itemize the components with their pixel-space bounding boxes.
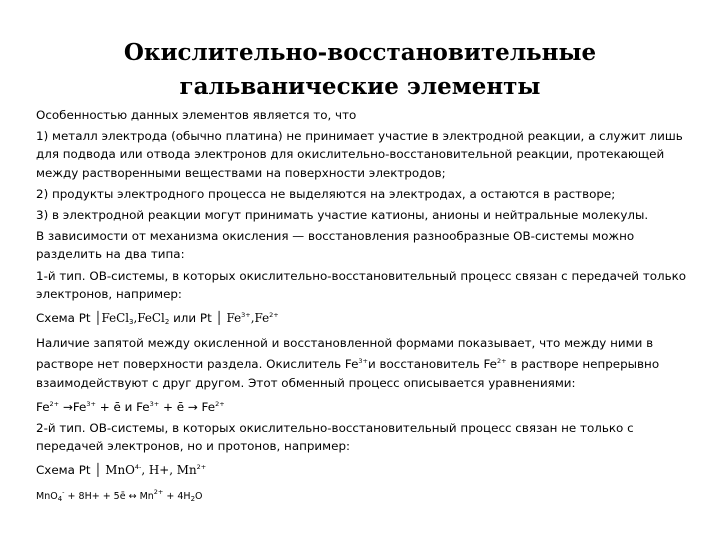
scheme-2-rest: , H+, Mn xyxy=(141,463,197,478)
slide-body xyxy=(36,106,700,508)
explanation-sup-2: 2+ xyxy=(497,357,507,366)
scheme-1-fecl2: ,FeCl xyxy=(133,311,165,326)
scheme-1-fecl2-sub: 2 xyxy=(164,318,170,327)
scheme-2-separator: │ xyxy=(94,463,102,478)
explanation-part-2: и восстановитель Fe xyxy=(368,357,497,372)
explanation-part-3: в растворе непрерывно взаимодействуют с друг другом. Этот обменный процесс описывается уравнениями: xyxy=(36,357,660,390)
scheme-2-mno4-sup: 4- xyxy=(134,463,142,472)
classification-paragraph: В зависимости от механизма окисления — восстановления разнообразные ОВ-системы можно разделить на два типа: xyxy=(36,229,635,262)
explanation-sup-1: 3+ xyxy=(358,357,368,366)
eq1-sup-3: 3+ xyxy=(149,399,160,408)
eq2-sub-1: 4 xyxy=(57,494,63,503)
eq1-term-2: →Fe xyxy=(59,399,87,414)
eq2-term-4: O xyxy=(195,490,203,502)
eq2-term-2: + 8H+ + 5ē ↔ Mn xyxy=(64,490,154,502)
point-1: 1) металл электрода (обычно платина) не принимает участие в электродной реакции, а служит лишь для подвода или отвода электронов для окислительно-восстановительной реакции, протекающей между растворенными веществами на поверхности электродов; xyxy=(36,129,683,180)
explanation-part-1: Наличие запятой между окисленной и восстановленной формами показывает, что между ними в растворе нет поверхности раздела. Окислитель Fe xyxy=(36,336,654,372)
scheme-1-prefix: Схема Pt xyxy=(36,311,91,326)
eq1-sup-2: 3+ xyxy=(86,399,96,408)
point-3: 3) в электродной реакции могут принимать участие катионы, анионы и нейтральные молекулы. xyxy=(36,208,649,223)
scheme-1-separator: │ xyxy=(94,311,102,326)
title-line-1: Окислительно-восстановительные xyxy=(123,39,597,66)
eq2-sup-2: 2+ xyxy=(153,487,164,496)
equation-1 xyxy=(36,395,700,416)
scheme-1-fe3-sup: 3+ xyxy=(241,311,251,320)
equation-2 xyxy=(36,483,700,508)
eq1-term-1: Fe xyxy=(36,399,50,414)
eq2-sup-1: - xyxy=(62,487,65,496)
scheme-1-fe2: ,Fe xyxy=(250,311,270,326)
type-2-paragraph: 2-й тип. ОВ-системы, в которых окислительно-восстановительный процесс связан не только с передачей электронов, но и протонов, например: xyxy=(36,421,634,454)
scheme-1-fe3: Fe xyxy=(226,311,242,326)
intro-paragraph: Особенностью данных элементов является то, что xyxy=(36,108,357,122)
scheme-1-fecl3-sub: 3 xyxy=(129,318,134,327)
title-line-2: гальванические элементы xyxy=(179,73,541,100)
eq1-sup-1: 2+ xyxy=(49,399,60,408)
eq2-term-3: + 4H xyxy=(163,490,191,502)
scheme-1-or: или Pt xyxy=(169,311,212,326)
scheme-1-fe2-sup: 2+ xyxy=(269,311,279,320)
scheme-1 xyxy=(36,306,700,331)
eq2-sub-2: 2 xyxy=(190,494,196,503)
scheme-2-mn-sup: 2+ xyxy=(196,463,207,472)
eq2-term-1: MnO xyxy=(36,490,58,502)
point-2: 2) продукты электродного процесса не выделяются на электродах, а остаются в растворе; xyxy=(36,186,616,201)
eq1-term-3: + ē и Fe xyxy=(95,399,150,414)
scheme-1-separator-2: │ xyxy=(215,311,223,326)
eq1-sup-4: 2+ xyxy=(215,399,225,408)
scheme-1-fecl3: FeCl xyxy=(101,311,130,326)
eq1-term-4: + ē → Fe xyxy=(159,399,216,414)
slide-title xyxy=(40,36,680,104)
type-1-paragraph: 1-й тип. ОВ-системы, в которых окислительно-восстановительный процесс связан с передачей только электронов, например: xyxy=(36,268,687,301)
scheme-2-prefix: Схема Pt xyxy=(36,463,91,478)
scheme-2 xyxy=(36,458,700,479)
explanation-paragraph xyxy=(36,334,700,392)
scheme-2-mno4: MnO xyxy=(105,463,135,478)
